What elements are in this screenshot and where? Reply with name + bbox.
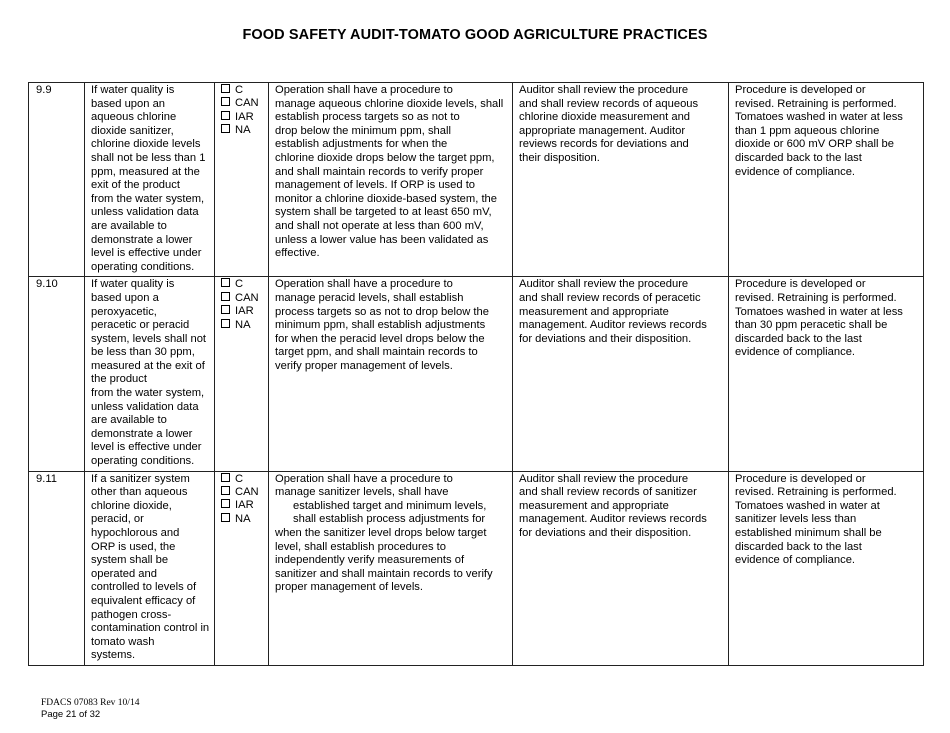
compliance-checkbox-option[interactable] <box>221 292 263 305</box>
text-line: If a sanitizer system <box>91 472 190 485</box>
corrective-action-cell <box>729 277 924 471</box>
text-line: manage peracid levels, shall establish <box>275 291 464 304</box>
text-line: peracetic or peracid <box>91 319 190 332</box>
text-line: established minimum shall be <box>735 527 882 539</box>
text-line: system shall be targeted to at least 650 mV, <box>275 206 492 219</box>
compliance-checkbox-option[interactable] <box>221 278 263 291</box>
compliance-checkbox-option[interactable] <box>221 513 263 526</box>
checkbox-icon[interactable] <box>221 513 230 522</box>
text-line: Operation shall have a procedure to <box>275 472 453 485</box>
item-number: 9.11 <box>29 471 85 665</box>
text-line: and shall review records of peracetic <box>519 291 701 304</box>
checkbox-icon[interactable] <box>221 84 230 93</box>
text-line: ORP is used, the <box>91 540 176 553</box>
text-line: exit of the product <box>91 179 180 192</box>
item-number: 9.10 <box>29 277 85 471</box>
text-line: Auditor shall review the procedure <box>519 472 689 485</box>
procedure-cell <box>269 277 513 471</box>
compliance-options <box>215 471 269 665</box>
checkbox-icon[interactable] <box>221 499 230 508</box>
procedure-cell <box>269 471 513 665</box>
text-line: revised. Retraining is performed. <box>735 486 897 499</box>
text-line: level is effective under <box>91 247 202 260</box>
text-line: appropriate management. Auditor <box>519 124 686 137</box>
form-number: FDACS 07083 Rev 10/14 <box>41 698 140 708</box>
text-line: dioxide or 600 mV ORP shall be <box>735 138 894 151</box>
text-line: ppm, measured at the <box>91 165 200 178</box>
text-line: chlorine dioxide measurement and <box>519 111 691 124</box>
text-line: from the water system, <box>91 192 205 205</box>
checkbox-icon[interactable] <box>221 319 230 328</box>
text-line: equivalent efficacy of <box>91 594 196 607</box>
text-line: Tomatoes washed in water at less <box>735 111 903 124</box>
text-line: management. Auditor reviews records <box>519 513 707 526</box>
compliance-checkbox-option[interactable] <box>221 473 263 486</box>
text-line: chlorine dioxide drops below the target ppm, <box>275 151 495 164</box>
text-line: management of levels. If ORP is used to <box>275 179 476 192</box>
checkbox-label: IAR <box>235 305 254 318</box>
text-line: operating conditions. <box>91 260 195 273</box>
text-line: level is effective under <box>91 441 202 454</box>
text-line: demonstrate a lower <box>91 427 193 440</box>
checkbox-icon[interactable] <box>221 97 230 106</box>
text-line: If water quality is <box>91 278 175 291</box>
text-line: minimum ppm, shall establish adjustments <box>275 319 486 332</box>
text-line: Auditor shall review the procedure <box>519 84 689 96</box>
text-line: operating conditions. <box>91 455 195 468</box>
text-line: drop below the minimum ppm, shall <box>275 124 451 137</box>
checkbox-icon[interactable] <box>221 473 230 482</box>
auditor-cell <box>513 277 729 471</box>
audit-table <box>28 82 924 666</box>
table-row <box>29 277 924 471</box>
checkbox-icon[interactable] <box>221 305 230 314</box>
text-line: evidence of compliance. <box>735 346 856 359</box>
page-title: FOOD SAFETY AUDIT-TOMATO GOOD AGRICULTURE PRACTICES <box>242 27 708 43</box>
compliance-checkbox-option[interactable] <box>221 319 263 332</box>
text-line: Procedure is developed or <box>735 472 866 485</box>
corrective-action-cell <box>729 471 924 665</box>
text-line: when the sanitizer level drops below target <box>275 527 487 539</box>
text-line: measurement and appropriate <box>519 499 669 512</box>
text-line: controlled to levels of <box>91 581 197 594</box>
text-line: from the water system, <box>91 387 205 400</box>
text-line: based upon an <box>91 97 166 110</box>
auditor-cell <box>513 471 729 665</box>
checkbox-label: CAN <box>235 291 259 304</box>
text-line: are available to <box>91 219 167 232</box>
text-line: systems. <box>91 649 136 662</box>
text-line: Operation shall have a procedure to <box>275 278 453 291</box>
checkbox-label: IAR <box>235 110 254 123</box>
requirement-cell <box>85 83 215 277</box>
text-line: unless a lower value has been validated as <box>275 233 489 246</box>
compliance-checkbox-option[interactable] <box>221 84 263 97</box>
checkbox-icon[interactable] <box>221 111 230 120</box>
checkbox-label: C <box>235 472 244 485</box>
text-line: process targets so as not to drop below the <box>275 305 489 318</box>
compliance-checkbox-option[interactable] <box>221 111 263 124</box>
text-line: Tomatoes washed in water at <box>735 499 880 512</box>
checkbox-label: IAR <box>235 499 254 512</box>
text-line: established target and minimum levels, <box>293 499 487 512</box>
text-line: If water quality is <box>91 84 175 96</box>
text-line: shall not be less than 1 <box>91 151 206 164</box>
text-line: manage sanitizer levels, shall have <box>275 486 449 499</box>
text-line: are available to <box>91 414 167 427</box>
checkbox-label: C <box>235 84 244 96</box>
text-line: for when the peracid level drops below the <box>275 332 485 345</box>
text-line: Operation shall have a procedure to <box>275 84 453 96</box>
auditor-cell <box>513 83 729 277</box>
text-line: shall establish process adjustments for <box>293 513 486 526</box>
compliance-checkbox-option[interactable] <box>221 499 263 512</box>
text-line: discarded back to the last <box>735 540 862 553</box>
text-line: than 1 ppm aqueous chlorine <box>735 124 880 137</box>
text-line: be less than 30 ppm, <box>91 346 195 359</box>
checkbox-icon[interactable] <box>221 486 230 495</box>
text-line: unless validation data <box>91 400 199 413</box>
text-line: and shall review records of aqueous <box>519 97 699 110</box>
text-line: and shall not operate at less than 600 mV, <box>275 219 484 232</box>
compliance-checkbox-option[interactable] <box>221 305 263 318</box>
audit-table-body <box>29 83 924 666</box>
text-line: based upon a <box>91 291 159 304</box>
text-line: evidence of compliance. <box>735 165 856 178</box>
procedure-cell <box>269 83 513 277</box>
text-line: establish process targets so as not to <box>275 111 460 124</box>
checkbox-icon[interactable] <box>221 124 230 133</box>
text-line: monitor a chlorine dioxide-based system, the <box>275 192 497 205</box>
text-line: Auditor shall review the procedure <box>519 278 689 291</box>
compliance-options <box>215 83 269 277</box>
text-line: measured at the exit of <box>91 359 205 372</box>
text-line: and shall review records of sanitizer <box>519 486 697 499</box>
text-line: chlorine dioxide levels <box>91 138 201 151</box>
text-line: pathogen cross- <box>91 608 172 621</box>
text-line: for deviations and their disposition. <box>519 332 692 345</box>
text-line: demonstrate a lower <box>91 233 193 246</box>
compliance-options <box>215 277 269 471</box>
compliance-checkbox-option[interactable] <box>221 97 263 110</box>
page-footer <box>41 697 139 721</box>
checkbox-label: NA <box>235 512 251 525</box>
item-number: 9.9 <box>29 83 85 277</box>
checkbox-label: NA <box>235 124 251 137</box>
text-line: operated and <box>91 567 157 580</box>
text-line: sanitizer levels less than <box>735 513 857 526</box>
text-line: discarded back to the last <box>735 151 862 164</box>
text-line: peracid, or <box>91 513 144 526</box>
text-line: effective. <box>275 247 320 260</box>
checkbox-icon[interactable] <box>221 278 230 287</box>
text-line: discarded back to the last <box>735 332 862 345</box>
text-line: tomato wash <box>91 635 155 648</box>
text-line: their disposition. <box>519 151 600 164</box>
checkbox-icon[interactable] <box>221 292 230 301</box>
text-line: than 30 ppm peracetic shall be <box>735 319 888 332</box>
checkbox-label: NA <box>235 318 251 331</box>
text-line: unless validation data <box>91 206 199 219</box>
checkbox-label: CAN <box>235 97 259 110</box>
text-line: evidence of compliance. <box>735 554 856 567</box>
text-line: Procedure is developed or <box>735 84 866 96</box>
text-line: system shall be <box>91 554 169 567</box>
text-line: independently verify measurements of <box>275 554 465 567</box>
text-line: contamination control in <box>91 622 210 635</box>
text-line: establish adjustments for when the <box>275 138 448 151</box>
checkbox-label: C <box>235 278 244 291</box>
corrective-action-cell <box>729 83 924 277</box>
text-line: Procedure is developed or <box>735 278 866 291</box>
text-line: verify proper management of levels. <box>275 359 453 372</box>
requirement-cell <box>85 277 215 471</box>
text-line: revised. Retraining is performed. <box>735 291 897 304</box>
checkbox-label: CAN <box>235 486 259 499</box>
text-line: proper management of levels. <box>275 581 424 594</box>
text-line: manage aqueous chlorine dioxide levels, shall <box>275 97 504 110</box>
text-line: aqueous chlorine <box>91 111 177 124</box>
text-line: for deviations and their disposition. <box>519 527 692 539</box>
text-line: management. Auditor reviews records <box>519 319 707 332</box>
compliance-checkbox-option[interactable] <box>221 486 263 499</box>
table-row <box>29 83 924 277</box>
text-line: level, shall establish procedures to <box>275 540 447 553</box>
text-line: other than aqueous <box>91 486 188 499</box>
text-line: chlorine dioxide, <box>91 499 172 512</box>
text-line: Tomatoes washed in water at less <box>735 305 903 318</box>
text-line: dioxide sanitizer, <box>91 124 174 137</box>
text-line: hypochlorous and <box>91 527 180 539</box>
text-line: measurement and appropriate <box>519 305 669 318</box>
page-number: Page 21 of 32 <box>41 709 101 720</box>
compliance-checkbox-option[interactable] <box>221 124 263 137</box>
text-line: sanitizer and shall maintain records to verify <box>275 567 493 580</box>
text-line: system, levels shall not <box>91 332 207 345</box>
text-line: the product <box>91 373 147 386</box>
text-line: and shall maintain records to verify proper <box>275 165 484 178</box>
text-line: target ppm, and shall maintain records to <box>275 346 478 359</box>
text-line: peroxyacetic, <box>91 305 157 318</box>
text-line: reviews records for deviations and <box>519 138 689 151</box>
table-row <box>29 471 924 665</box>
text-line: revised. Retraining is performed. <box>735 97 897 110</box>
requirement-cell <box>85 471 215 665</box>
